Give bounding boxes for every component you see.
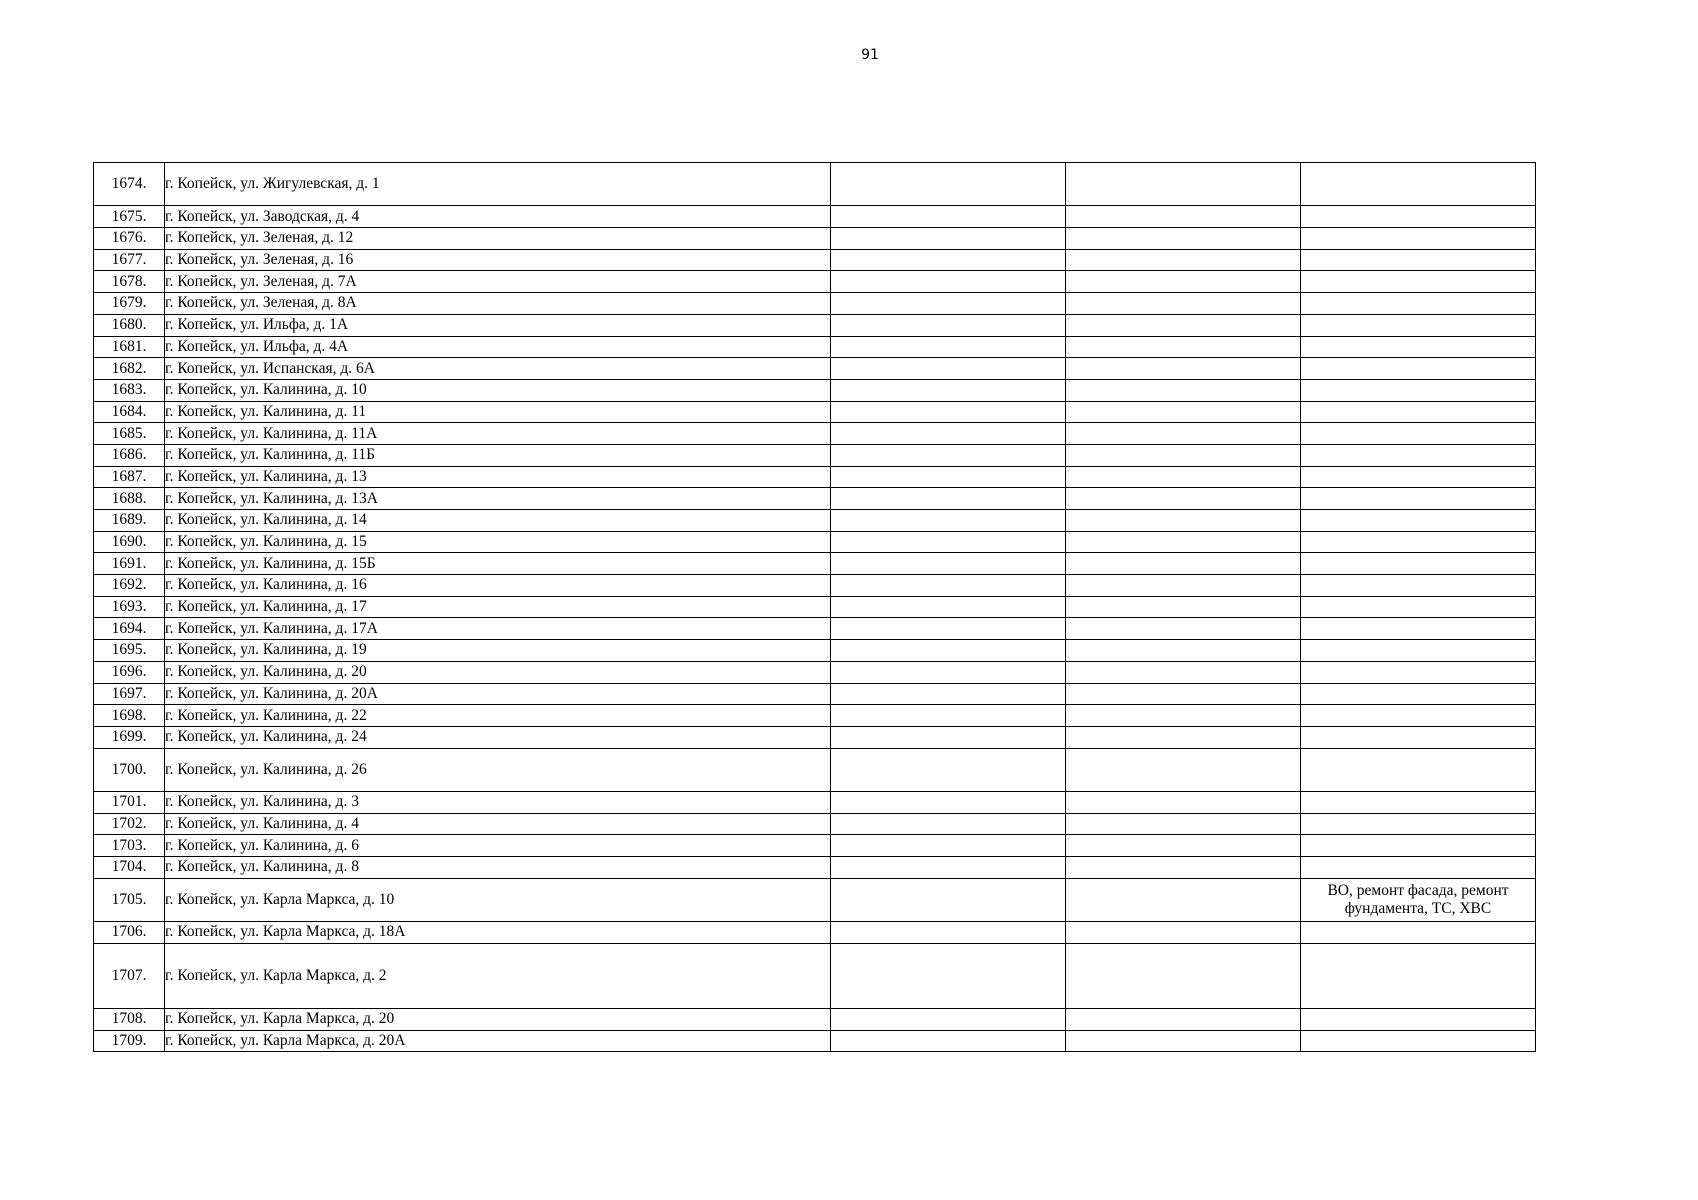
- row-number: 1684.: [94, 401, 165, 423]
- empty-cell: [1066, 922, 1301, 944]
- row-number: 1680.: [94, 314, 165, 336]
- table-row: [94, 249, 1536, 271]
- address-cell: г. Копейск, ул. Карла Маркса, д. 20: [165, 1008, 831, 1030]
- address-cell: г. Копейск, ул. Калинина, д. 10: [165, 379, 831, 401]
- empty-cell: [831, 835, 1066, 857]
- address-cell: г. Копейск, ул. Зеленая, д. 16: [165, 249, 831, 271]
- empty-cell: [831, 314, 1066, 336]
- empty-cell: [1066, 748, 1301, 791]
- empty-cell: [831, 683, 1066, 705]
- empty-cell: [1066, 813, 1301, 835]
- row-number: 1709.: [94, 1030, 165, 1052]
- empty-cell: [831, 293, 1066, 315]
- works-cell: [1301, 423, 1536, 445]
- table-row: [94, 791, 1536, 813]
- address-cell: г. Копейск, ул. Зеленая, д. 8А: [165, 293, 831, 315]
- page-number: 91: [861, 47, 879, 63]
- empty-cell: [1066, 271, 1301, 293]
- table-row: [94, 618, 1536, 640]
- empty-cell: [831, 661, 1066, 683]
- works-cell: [1301, 661, 1536, 683]
- works-cell: [1301, 358, 1536, 380]
- address-cell: г. Копейск, ул. Испанская, д. 6А: [165, 358, 831, 380]
- works-cell: [1301, 791, 1536, 813]
- row-number: 1676.: [94, 228, 165, 250]
- empty-cell: [831, 922, 1066, 944]
- row-number: 1693.: [94, 596, 165, 618]
- works-cell: [1301, 466, 1536, 488]
- address-cell: г. Копейск, ул. Карла Маркса, д. 2: [165, 943, 831, 1008]
- works-cell: [1301, 835, 1536, 857]
- works-cell: [1301, 618, 1536, 640]
- table-row: [94, 835, 1536, 857]
- works-cell: [1301, 813, 1536, 835]
- address-cell: г. Копейск, ул. Калинина, д. 8: [165, 857, 831, 879]
- row-number: 1697.: [94, 683, 165, 705]
- table-row: [94, 943, 1536, 1008]
- row-number: 1695.: [94, 640, 165, 662]
- works-cell: [1301, 293, 1536, 315]
- table-row: [94, 575, 1536, 597]
- empty-cell: [1066, 488, 1301, 510]
- row-number: 1706.: [94, 922, 165, 944]
- address-cell: г. Копейск, ул. Калинина, д. 13А: [165, 488, 831, 510]
- address-cell: г. Копейск, ул. Калинина, д. 20А: [165, 683, 831, 705]
- table-row: [94, 857, 1536, 879]
- address-cell: г. Копейск, ул. Калинина, д. 19: [165, 640, 831, 662]
- table-row: [94, 813, 1536, 835]
- empty-cell: [831, 249, 1066, 271]
- address-cell: г. Копейск, ул. Калинина, д. 4: [165, 813, 831, 835]
- address-cell: г. Копейск, ул. Калинина, д. 11Б: [165, 444, 831, 466]
- address-cell: г. Копейск, ул. Карла Маркса, д. 18А: [165, 922, 831, 944]
- row-number: 1677.: [94, 249, 165, 271]
- empty-cell: [831, 748, 1066, 791]
- empty-cell: [831, 553, 1066, 575]
- address-cell: г. Копейск, ул. Заводская, д. 4: [165, 206, 831, 228]
- empty-cell: [1066, 401, 1301, 423]
- address-cell: г. Копейск, ул. Жигулевская, д. 1: [165, 163, 831, 206]
- empty-cell: [831, 444, 1066, 466]
- address-cell: г. Копейск, ул. Калинина, д. 15: [165, 531, 831, 553]
- empty-cell: [1066, 640, 1301, 662]
- address-cell: г. Копейск, ул. Калинина, д. 17А: [165, 618, 831, 640]
- empty-cell: [831, 423, 1066, 445]
- table-row: [94, 661, 1536, 683]
- row-number: 1690.: [94, 531, 165, 553]
- empty-cell: [1066, 661, 1301, 683]
- works-cell: [1301, 726, 1536, 748]
- works-cell: [1301, 228, 1536, 250]
- table-row: [94, 726, 1536, 748]
- row-number: 1700.: [94, 748, 165, 791]
- row-number: 1689.: [94, 510, 165, 532]
- row-number: 1699.: [94, 726, 165, 748]
- table-row: [94, 271, 1536, 293]
- table-row: [94, 553, 1536, 575]
- empty-cell: [831, 596, 1066, 618]
- address-cell: г. Копейск, ул. Калинина, д. 20: [165, 661, 831, 683]
- registry-body: [94, 163, 1536, 1052]
- empty-cell: [1066, 163, 1301, 206]
- empty-cell: [1066, 1030, 1301, 1052]
- works-cell: [1301, 705, 1536, 727]
- works-cell: [1301, 857, 1536, 879]
- empty-cell: [831, 878, 1066, 921]
- empty-cell: [831, 618, 1066, 640]
- table-row: [94, 596, 1536, 618]
- works-cell: [1301, 922, 1536, 944]
- works-cell: [1301, 206, 1536, 228]
- address-cell: г. Копейск, ул. Калинина, д. 13: [165, 466, 831, 488]
- row-number: 1678.: [94, 271, 165, 293]
- address-cell: г. Копейск, ул. Калинина, д. 22: [165, 705, 831, 727]
- works-cell: [1301, 943, 1536, 1008]
- empty-cell: [1066, 726, 1301, 748]
- address-cell: г. Копейск, ул. Карла Маркса, д. 10: [165, 878, 831, 921]
- address-cell: г. Копейск, ул. Калинина, д. 26: [165, 748, 831, 791]
- empty-cell: [1066, 379, 1301, 401]
- table-row: [94, 163, 1536, 206]
- address-cell: г. Копейск, ул. Калинина, д. 3: [165, 791, 831, 813]
- empty-cell: [1066, 705, 1301, 727]
- row-number: 1704.: [94, 857, 165, 879]
- table-row: [94, 314, 1536, 336]
- table-row: [94, 293, 1536, 315]
- row-number: 1701.: [94, 791, 165, 813]
- empty-cell: [1066, 206, 1301, 228]
- works-cell: [1301, 249, 1536, 271]
- works-cell: [1301, 379, 1536, 401]
- empty-cell: [831, 1008, 1066, 1030]
- empty-cell: [1066, 596, 1301, 618]
- table-row: [94, 466, 1536, 488]
- empty-cell: [1066, 791, 1301, 813]
- row-number: 1696.: [94, 661, 165, 683]
- address-cell: г. Копейск, ул. Зеленая, д. 7А: [165, 271, 831, 293]
- works-cell: [1301, 510, 1536, 532]
- empty-cell: [1066, 531, 1301, 553]
- row-number: 1682.: [94, 358, 165, 380]
- works-cell: ВО, ремонт фасада, ремонт фундамента, ТС, ХВС: [1301, 878, 1536, 921]
- table-row: [94, 228, 1536, 250]
- empty-cell: [831, 943, 1066, 1008]
- empty-cell: [1066, 553, 1301, 575]
- table-row: [94, 401, 1536, 423]
- address-registry-table: [93, 162, 1536, 1052]
- address-cell: г. Копейск, ул. Калинина, д. 14: [165, 510, 831, 532]
- table-row: [94, 1030, 1536, 1052]
- table-row: [94, 510, 1536, 532]
- works-cell: [1301, 314, 1536, 336]
- empty-cell: [831, 857, 1066, 879]
- table-row: [94, 705, 1536, 727]
- works-cell: [1301, 488, 1536, 510]
- address-cell: г. Копейск, ул. Карла Маркса, д. 20А: [165, 1030, 831, 1052]
- empty-cell: [1066, 466, 1301, 488]
- row-number: 1705.: [94, 878, 165, 921]
- row-number: 1687.: [94, 466, 165, 488]
- empty-cell: [831, 401, 1066, 423]
- row-number: 1707.: [94, 943, 165, 1008]
- address-cell: г. Копейск, ул. Калинина, д. 24: [165, 726, 831, 748]
- works-cell: [1301, 748, 1536, 791]
- row-number: 1708.: [94, 1008, 165, 1030]
- row-number: 1691.: [94, 553, 165, 575]
- empty-cell: [1066, 835, 1301, 857]
- works-cell: [1301, 640, 1536, 662]
- empty-cell: [831, 358, 1066, 380]
- empty-cell: [831, 336, 1066, 358]
- empty-cell: [1066, 249, 1301, 271]
- table-row: [94, 748, 1536, 791]
- works-cell: [1301, 271, 1536, 293]
- empty-cell: [831, 488, 1066, 510]
- table-row: [94, 336, 1536, 358]
- row-number: 1685.: [94, 423, 165, 445]
- table-row: [94, 640, 1536, 662]
- empty-cell: [831, 466, 1066, 488]
- table-row: [94, 531, 1536, 553]
- works-cell: [1301, 401, 1536, 423]
- table-row: [94, 379, 1536, 401]
- empty-cell: [1066, 683, 1301, 705]
- empty-cell: [1066, 314, 1301, 336]
- empty-cell: [1066, 878, 1301, 921]
- empty-cell: [831, 640, 1066, 662]
- empty-cell: [831, 206, 1066, 228]
- table-row: [94, 444, 1536, 466]
- address-cell: г. Копейск, ул. Ильфа, д. 4А: [165, 336, 831, 358]
- row-number: 1675.: [94, 206, 165, 228]
- table-row: [94, 488, 1536, 510]
- empty-cell: [1066, 444, 1301, 466]
- empty-cell: [1066, 943, 1301, 1008]
- empty-cell: [1066, 618, 1301, 640]
- row-number: 1683.: [94, 379, 165, 401]
- empty-cell: [1066, 510, 1301, 532]
- empty-cell: [831, 575, 1066, 597]
- row-number: 1686.: [94, 444, 165, 466]
- table-row: [94, 922, 1536, 944]
- empty-cell: [1066, 358, 1301, 380]
- empty-cell: [1066, 293, 1301, 315]
- row-number: 1679.: [94, 293, 165, 315]
- empty-cell: [831, 726, 1066, 748]
- empty-cell: [1066, 575, 1301, 597]
- works-cell: [1301, 1030, 1536, 1052]
- row-number: 1674.: [94, 163, 165, 206]
- empty-cell: [1066, 423, 1301, 445]
- table-row: [94, 358, 1536, 380]
- row-number: 1692.: [94, 575, 165, 597]
- works-cell: [1301, 553, 1536, 575]
- address-cell: г. Копейск, ул. Зеленая, д. 12: [165, 228, 831, 250]
- works-cell: [1301, 336, 1536, 358]
- works-cell: [1301, 444, 1536, 466]
- address-cell: г. Копейск, ул. Калинина, д. 16: [165, 575, 831, 597]
- address-cell: г. Копейск, ул. Калинина, д. 11: [165, 401, 831, 423]
- works-cell: [1301, 683, 1536, 705]
- empty-cell: [831, 163, 1066, 206]
- address-cell: г. Копейск, ул. Ильфа, д. 1А: [165, 314, 831, 336]
- empty-cell: [831, 705, 1066, 727]
- empty-cell: [831, 531, 1066, 553]
- row-number: 1698.: [94, 705, 165, 727]
- empty-cell: [831, 510, 1066, 532]
- works-cell: [1301, 1008, 1536, 1030]
- empty-cell: [1066, 1008, 1301, 1030]
- row-number: 1702.: [94, 813, 165, 835]
- address-cell: г. Копейск, ул. Калинина, д. 6: [165, 835, 831, 857]
- empty-cell: [1066, 336, 1301, 358]
- empty-cell: [831, 791, 1066, 813]
- table-row: [94, 206, 1536, 228]
- address-cell: г. Копейск, ул. Калинина, д. 15Б: [165, 553, 831, 575]
- works-cell: [1301, 531, 1536, 553]
- table-row: [94, 683, 1536, 705]
- empty-cell: [1066, 857, 1301, 879]
- empty-cell: [1066, 228, 1301, 250]
- address-cell: г. Копейск, ул. Калинина, д. 11А: [165, 423, 831, 445]
- row-number: 1703.: [94, 835, 165, 857]
- row-number: 1681.: [94, 336, 165, 358]
- empty-cell: [831, 271, 1066, 293]
- works-cell: [1301, 163, 1536, 206]
- works-cell: [1301, 596, 1536, 618]
- table-row: [94, 1008, 1536, 1030]
- empty-cell: [831, 228, 1066, 250]
- address-cell: г. Копейск, ул. Калинина, д. 17: [165, 596, 831, 618]
- empty-cell: [831, 813, 1066, 835]
- row-number: 1694.: [94, 618, 165, 640]
- row-number: 1688.: [94, 488, 165, 510]
- table-row: [94, 423, 1536, 445]
- works-cell: [1301, 575, 1536, 597]
- empty-cell: [831, 1030, 1066, 1052]
- table-row: [94, 878, 1536, 921]
- empty-cell: [831, 379, 1066, 401]
